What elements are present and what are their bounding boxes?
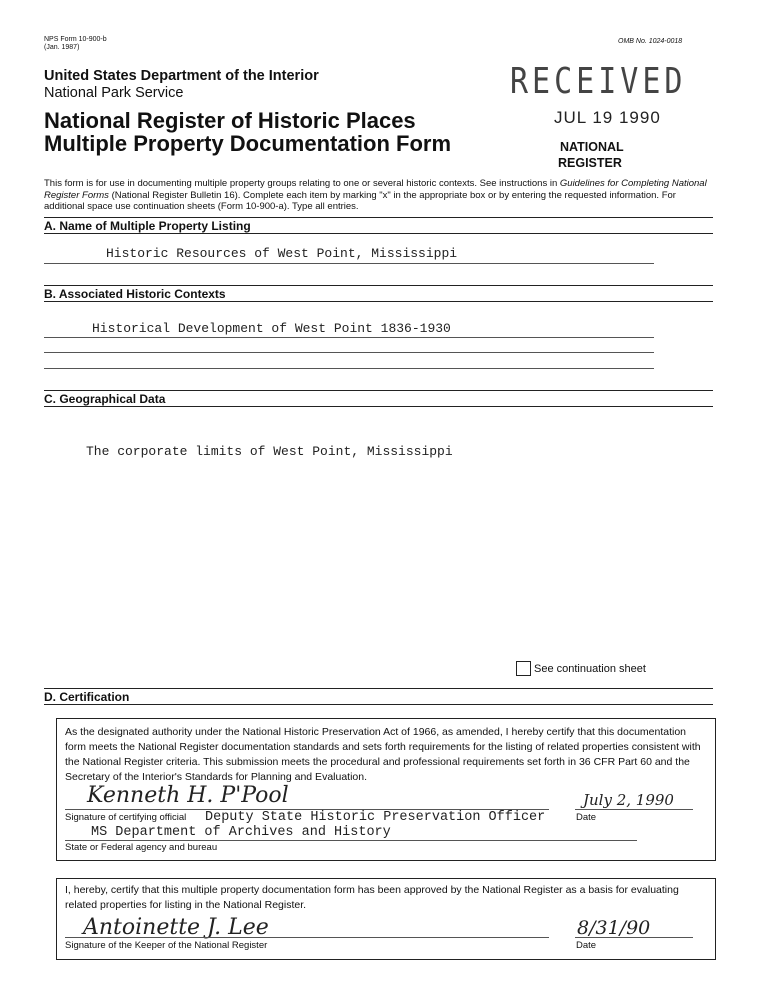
- stamp-national: NATIONAL: [560, 140, 624, 154]
- department-name: United States Department of the Interior: [44, 68, 319, 84]
- geographical-data: The corporate limits of West Point, Mississippi: [86, 444, 453, 459]
- form-title-line1: National Register of Historic Places: [44, 108, 416, 133]
- section-a-bottom-rule: [44, 233, 713, 234]
- continuation-checkbox[interactable]: [516, 661, 531, 676]
- certification-box: [56, 718, 716, 861]
- date-line-2: [575, 937, 693, 938]
- date-label-2: Date: [576, 940, 597, 951]
- stamp-date: JUL 19 1990: [554, 108, 661, 127]
- section-d-bottom-rule: [44, 704, 713, 705]
- date-line-1: [575, 809, 693, 810]
- intro-instructions: [44, 178, 716, 213]
- omb-number: OMB No. 1024-0018: [618, 38, 683, 45]
- service-name: National Park Service: [44, 85, 184, 101]
- certification-date: July 2, 1990: [583, 791, 674, 809]
- section-b-title: B. Associated Historic Contexts: [44, 287, 226, 301]
- section-b-bottom-rule: [44, 301, 713, 302]
- intro-text-a: This form is for use in documenting multiple property groups relating to one or several historic contexts. See instructions in: [44, 178, 560, 189]
- continuation-label: See continuation sheet: [534, 663, 646, 675]
- received-stamp: [510, 62, 690, 182]
- keeper-signature: Antoinette J. Lee: [83, 915, 269, 940]
- approval-date: 8/31/90: [577, 917, 651, 939]
- signature-line-2: [65, 937, 549, 938]
- agency-line: [65, 840, 637, 841]
- agency-name: MS Department of Archives and History: [91, 825, 391, 840]
- official-title: Deputy State Historic Preservation Officer: [205, 810, 546, 825]
- context-line-2: [44, 352, 654, 353]
- form-number: NPS Form 10-900-b: [44, 36, 107, 43]
- historic-context-1: Historical Development of West Point 1836-1930: [92, 321, 451, 336]
- certification-statement: As the designated authority under the National Historic Preservation Act of 1966, as amended, I hereby certify that this documentation form meets the National Register documentation standards and sets forth requirements for the listing of related properties consistent with the National Register criteria. This submission meets the procedural and professional requirements set forth in 36 CFR Part 60 and the Secretary of the Interior's Standards for Planning and Evaluation.: [65, 726, 701, 783]
- form-title-line2: Multiple Property Documentation Form: [44, 131, 452, 156]
- multiple-property-name: Historic Resources of West Point, Mississippi: [106, 246, 458, 261]
- approval-box: [56, 878, 716, 960]
- keeper-label: Signature of the Keeper of the National Register: [65, 940, 268, 951]
- approval-statement: I, hereby, certify that this multiple property documentation form has been approved by the National Register as a basis for evaluating related properties for listing in the National Register.: [65, 884, 679, 911]
- intro-guidelines-title: Guidelines for Completing National Register Forms: [44, 178, 707, 201]
- context-line-3: [44, 368, 654, 369]
- stamp-received-text: RECEIVED: [510, 60, 687, 103]
- section-c-bottom-rule: [44, 406, 713, 407]
- context-line-1: [44, 337, 654, 338]
- signature-official-label: Signature of certifying official: [65, 812, 187, 823]
- certifying-signature: Kenneth H. P'Pool: [87, 783, 289, 808]
- agency-label: State or Federal agency and bureau: [65, 842, 218, 853]
- section-c-title: C. Geographical Data: [44, 392, 166, 406]
- section-b-top-rule: [44, 285, 713, 286]
- section-a-line: [44, 263, 654, 264]
- date-label-1: Date: [576, 812, 597, 823]
- section-c-top-rule: [44, 390, 713, 391]
- stamp-register: REGISTER: [558, 156, 622, 170]
- form-date: (Jan. 1987): [44, 44, 80, 51]
- section-d-title: D. Certification: [44, 690, 130, 704]
- section-a-title: A. Name of Multiple Property Listing: [44, 219, 251, 233]
- section-a-top-rule: [44, 217, 713, 218]
- section-d-top-rule: [44, 688, 713, 689]
- intro-text-b: (National Register Bulletin 16). Complete each item by marking "x" in the appropriate box or by entering the requested information. For additional space use continuation sheets (Form 10-900-a). Type all entries.: [44, 189, 676, 212]
